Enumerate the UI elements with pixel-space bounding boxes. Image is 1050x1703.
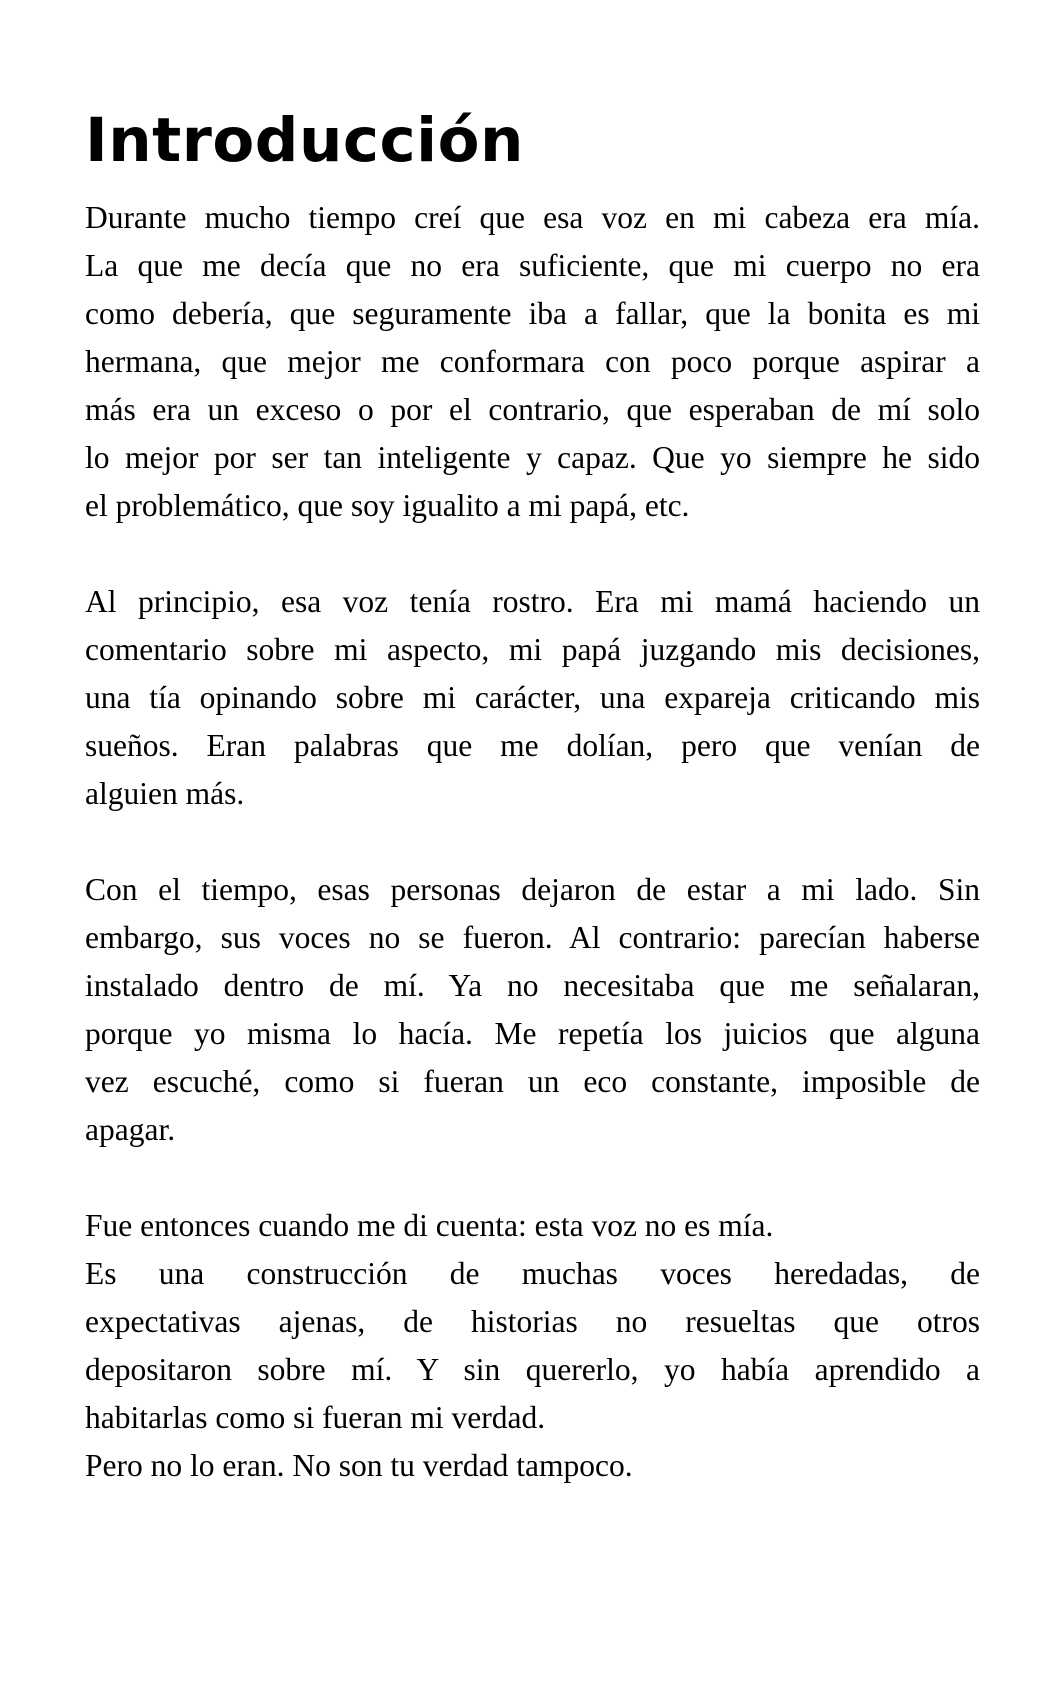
text-line: La que me decía que no era suficiente, que mi cuerpo no era [85,248,980,283]
text-line: expectativas ajenas, de historias no resueltas que otros [85,1304,980,1339]
paragraph-1 [85,194,980,530]
text-line: el problemático, que soy igualito a mi papá, etc. [85,488,690,523]
text-line: Al principio, esa voz tenía rostro. Era mi mamá haciendo un [85,584,980,619]
body-text [85,194,980,1490]
text-line: Durante mucho tiempo creí que esa voz en mi cabeza era mía. [85,200,980,235]
text-line: depositaron sobre mí. Y sin quererlo, yo había aprendido a [85,1352,980,1387]
text-line: apagar. [85,1112,176,1147]
text-line: más era un exceso o por el contrario, que esperaban de mí solo [85,392,980,427]
text-line: Pero no lo eran. No son tu verdad tampoco. [85,1448,633,1483]
text-line: una tía opinando sobre mi carácter, una expareja criticando mis [85,680,980,715]
text-line: lo mejor por ser tan inteligente y capaz. Que yo siempre he sido [85,440,980,475]
text-line: Fue entonces cuando me di cuenta: esta voz no es mía. [85,1208,774,1243]
text-line: instalado dentro de mí. Ya no necesitaba que me señalaran, [85,968,980,1003]
text-line: hermana, que mejor me conformara con poco porque aspirar a [85,344,980,379]
paragraph-3 [85,866,980,1154]
text-line: como debería, que seguramente iba a fallar, que la bonita es mi [85,296,980,331]
text-line: comentario sobre mi aspecto, mi papá juzgando mis decisiones, [85,632,980,667]
page-title: Introducción [85,105,524,176]
paragraph-4 [85,1202,980,1490]
text-line: sueños. Eran palabras que me dolían, pero que venían de [85,728,980,763]
text-line: Es una construcción de muchas voces heredadas, de [85,1256,980,1291]
text-line: vez escuché, como si fueran un eco constante, imposible de [85,1064,980,1099]
text-line: Con el tiempo, esas personas dejaron de estar a mi lado. Sin [85,872,980,907]
text-line: embargo, sus voces no se fueron. Al contrario: parecían haberse [85,920,980,955]
document-page [85,0,980,1538]
text-line: habitarlas como si fueran mi verdad. [85,1400,546,1435]
paragraph-2 [85,578,980,818]
text-line: alguien más. [85,776,245,811]
text-line: porque yo misma lo hacía. Me repetía los juicios que alguna [85,1016,980,1051]
